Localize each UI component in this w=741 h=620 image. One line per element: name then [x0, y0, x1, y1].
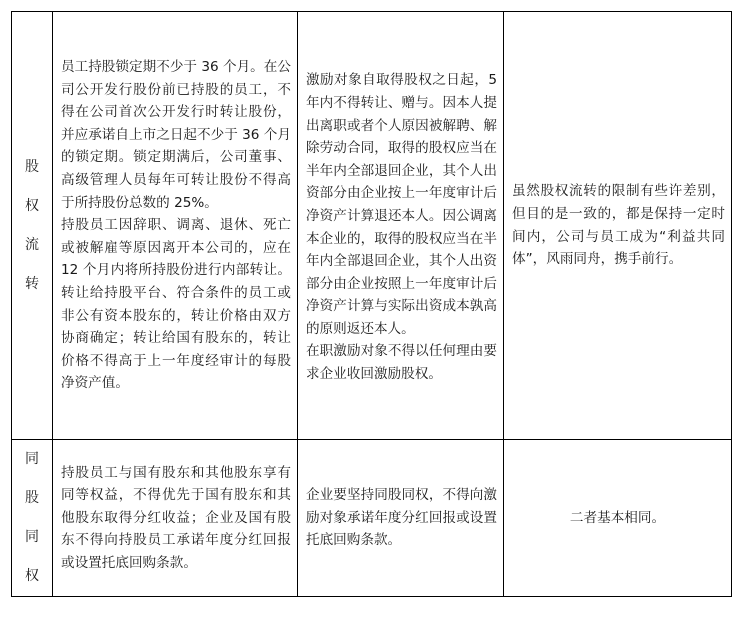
row-label-char: 流 [25, 236, 39, 253]
row-label-char: 股 [25, 158, 39, 175]
policy-b-text [298, 484, 503, 552]
policy-b-cell [298, 12, 504, 440]
comparison-text: 二者基本相同。 [569, 509, 666, 526]
comparison-text: 虽然股权流转的限制有些许差别，但目的是一致的，都是保持一定时间内，公司与员工成为“利益共同体”，风雨同舟，携手前行。 [512, 183, 725, 268]
paragraph: 持股员工因辞职、调离、退休、死亡或被解雇等原因离开本公司的，应在 12 个月内将所持股份进行内部转让。转让给持股平台、符合条件的员工或非公有资本股东的，转让价格由双方协商确定；转让给国有股东的，转让价格不得高于上一年度经审计的每股净资产值。 [61, 217, 291, 392]
paragraph: 持股员工与国有股东和其他股东享有同等权益，不得优先于国有股东和其他股东取得分红收益；企业及国有股东不得向持股员工承诺年度分红回报或设置托底回购条款。 [61, 464, 291, 571]
policy-a-cell [53, 440, 298, 597]
comparison-table [11, 11, 732, 597]
row-label-cell [12, 12, 53, 440]
row-label-cell [12, 440, 53, 597]
policy-a-text [53, 56, 297, 395]
paragraph: 激励对象自取得股权之日起，5 年内不得转让、赠与。因本人提出离职或者个人原因被解聘、解除劳动合同，取得的股权应当在半年内全部退回企业，其个人出资部分由企业按上一年度审计后净资产计算退还本人。因公调离本企业的，取得的股权应当在半年内全部退回企业，其个人出资部分由企业按照上一年度审计后净资产计算与实际出资成本孰高的原则返还本人。 [306, 72, 497, 337]
paragraph: 企业要坚持同股同权，不得向激励对象承诺年度分红回报或设置托底回购条款。 [306, 487, 497, 549]
table-row-equity-transfer [12, 12, 732, 440]
paragraph: 在职激励对象不得以任何理由要求企业收回激励股权。 [306, 343, 497, 383]
row-label-char: 股 [25, 490, 39, 506]
comparison-cell [504, 12, 732, 440]
comparison-cell [504, 440, 732, 597]
paragraph: 员工持股锁定期不少于 36 个月。在公司公开发行股份前已持股的员工，不得在公司首次公开发行时转让股份，并应承诺自上市之日起不少于 36 个月的锁定期。锁定期满后，公司董事、高级管理人员每年可转让股份不得高于所持股份总数的 25%。 [61, 59, 291, 211]
policy-b-cell [298, 440, 504, 597]
policy-b-text [298, 65, 503, 385]
row-label-char: 同 [25, 529, 39, 545]
row-label-char: 权 [25, 197, 39, 214]
row-label-char: 转 [25, 275, 39, 292]
policy-a-text [53, 462, 297, 575]
row-label-char: 权 [25, 568, 39, 584]
row-label-same-share-same-right [12, 440, 52, 596]
row-label-char: 同 [25, 451, 39, 467]
policy-a-cell [53, 12, 298, 440]
table-row-same-share-same-right [12, 440, 732, 597]
row-label-equity-transfer [12, 148, 52, 304]
